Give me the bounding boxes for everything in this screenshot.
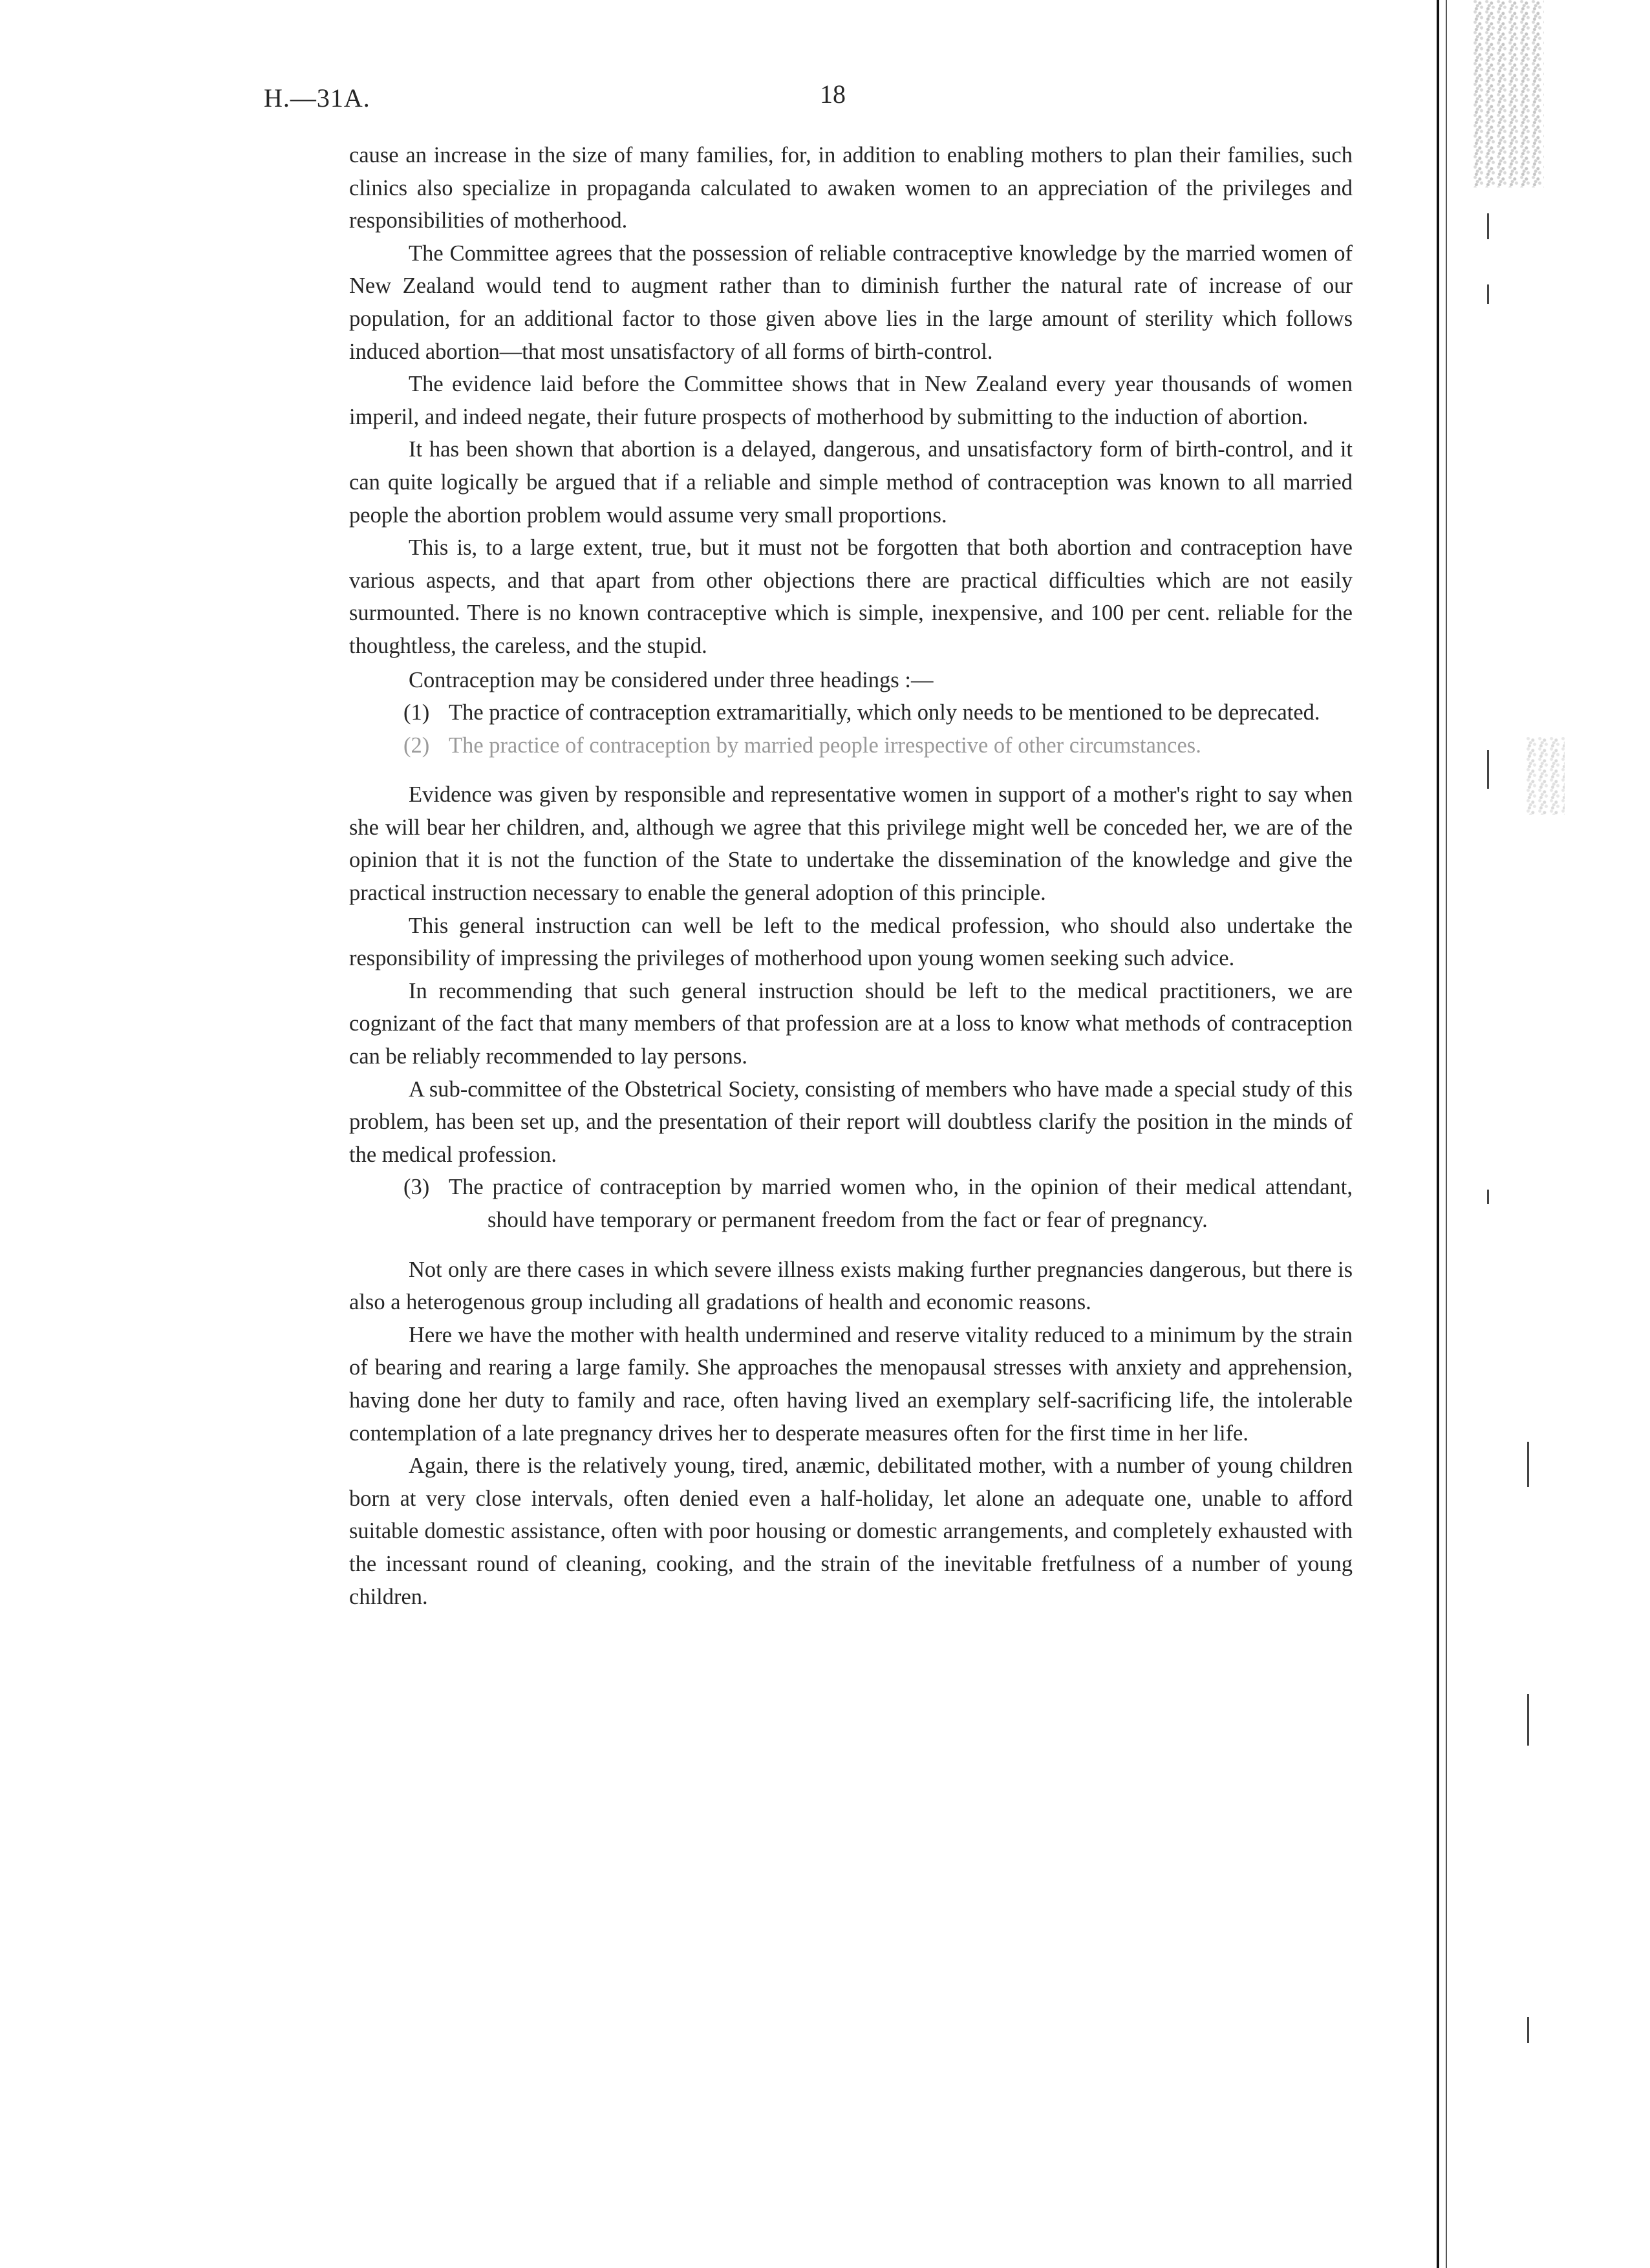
paragraph: This general instruction can well be left to the medical profession, who should also undertake the responsibility of impressing the privileges of motherhood upon young women seeking such advice. [349, 913, 1353, 971]
numbered-item [403, 696, 1353, 729]
scan-mark [1527, 1442, 1529, 1487]
item-text: The practice of contraception by married people irrespective of other circumstances. [449, 733, 1201, 758]
numbered-item [403, 1171, 1353, 1236]
paragraph: cause an increase in the size of many families, for, in addition to enabling mothers to plan their families, such clinics also specialize in propaganda calculated to awaken women to an appreciation of the privileges and responsibilities of motherhood. [349, 143, 1353, 233]
binding-edge-shadow [1446, 0, 1447, 2268]
paragraph: This is, to a large extent, true, but it must not be forgotten that both abortion and contraception have various aspects, and that apart from other objections there are practical difficulties which are not easily surmounted. There is no known contraceptive which is simple, inexpensive, and 100 per cent. reliable for the thoughtless, the careless, and the stupid. [349, 535, 1353, 658]
paragraph: Contraception may be considered under three headings :— [409, 667, 934, 692]
paragraph: Here we have the mother with health undermined and reserve vitality reduced to a minimum by the strain of bearing and rearing a large family. She approaches the menopausal stresses with anxiety and apprehension, having done her duty to family and race, often having lived an exemplary self-sacrificing life, the intolerable contemplation of a late pregnancy drives her to desperate measures often for the first time in her life. [349, 1322, 1353, 1446]
item-number: (3) [403, 1175, 430, 1200]
paragraph: It has been shown that abortion is a delayed, dangerous, and unsatisfactory form of birth-control, and it can quite logically be argued that if a reliable and simple method of contraception was known to all married people the abortion problem would assume very small proportions. [349, 437, 1353, 528]
scan-mark [1487, 750, 1489, 789]
item-text: The practice of contraception extramaritially, which only needs to be mentioned to be deprecated. [449, 700, 1320, 725]
numbered-item [403, 729, 1353, 762]
paragraph: The Committee agrees that the possession of reliable contraceptive knowledge by the married women of New Zealand would tend to augment rather than to diminish further the natural rate of increase of our population, for an additional factor to those given above lies in the large amount of sterility which follows induced abortion—that most unsatisfactory of all forms of birth-control. [349, 241, 1353, 364]
paragraph: The evidence laid before the Committee shows that in New Zealand every year thousands of women imperil, and indeed negate, their future prospects of motherhood by submitting to the induction of abortion. [349, 372, 1353, 429]
scan-mark [1487, 1190, 1489, 1204]
document-reference: H.—31A. [264, 83, 370, 112]
scan-mark [1527, 2017, 1529, 2043]
item-number: (1) [403, 700, 430, 725]
item-number: (2) [403, 733, 430, 758]
item-text: The practice of contraception by married women who, in the opinion of their medical attendant, should have temporary or permanent freedom from the fact or fear of pregnancy. [449, 1175, 1353, 1232]
body-text [349, 139, 1353, 1613]
paragraph: A sub-committee of the Obstetrical Society, consisting of members who have made a special study of this problem, has been set up, and the presentation of their report will doubtless clarify the position in the minds of the medical profession. [349, 1076, 1353, 1167]
paragraph: Evidence was given by responsible and representative women in support of a mother's right to say when she will bear her children, and, although we agree that this privilege might well be conceded her, we are of the opinion that it is not the function of the State to undertake the dissemination of the knowledge and give the practical instruction necessary to enable the general adoption of this principle. [349, 782, 1353, 906]
paragraph: Not only are there cases in which severe illness exists making further pregnancies dangerous, but there is also a heterogenous group including all gradations of health and economic reasons. [349, 1257, 1353, 1315]
binding-edge-line [1437, 0, 1439, 2268]
scan-mark [1487, 284, 1489, 304]
page-number: 18 [820, 80, 846, 109]
paragraph: In recommending that such general instruction should be left to the medical practitioners, we are cognizant of the fact that many members of that profession are at a loss to know what methods of contraception can be reliably recommended to lay persons. [349, 978, 1353, 1069]
scan-noise [1473, 0, 1544, 187]
paragraph: Again, there is the relatively young, tired, anæmic, debilitated mother, with a number of young children born at very close intervals, often denied even a half-holiday, let alone an adequate one, unable to afford suitable domestic assistance, often with poor housing or domestic arrangements, and completely exhausted with the incessant round of cleaning, cooking, and the strain of the inevitable fretfulness of a number of young children. [349, 1453, 1353, 1609]
scan-mark [1487, 213, 1489, 239]
scan-mark [1527, 1694, 1529, 1746]
scan-noise [1526, 737, 1565, 815]
